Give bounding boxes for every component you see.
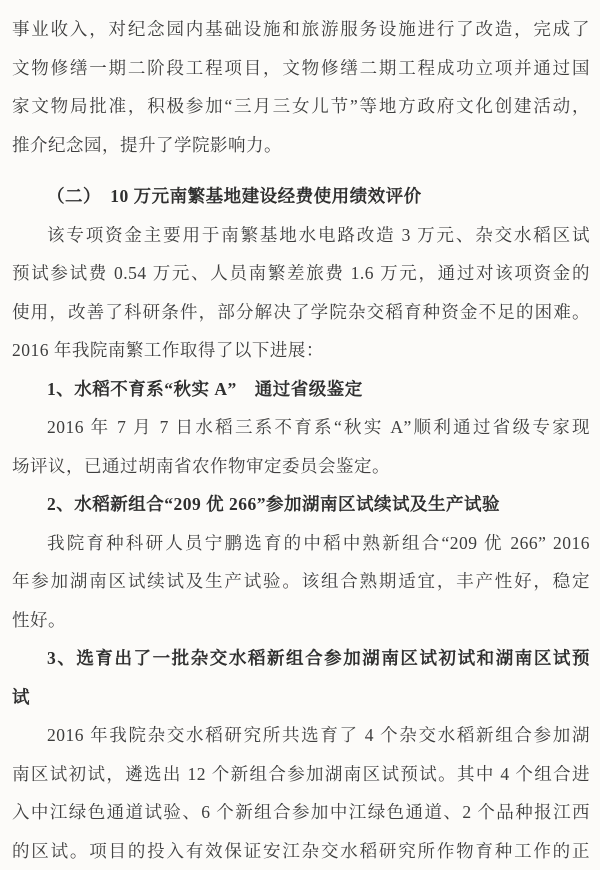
subsection-heading-1 (12, 370, 590, 409)
paragraph-body (12, 408, 590, 485)
text-line: 年参加湖南区试续试及生产试验。该组合熟期适宜，丰产性好，稳定 (12, 571, 590, 591)
text-line: 推介纪念园，提升了学院影响力。 (12, 134, 282, 155)
text-line: 场评议，已通过胡南省农作物审定委员会鉴定。 (12, 455, 390, 476)
section-heading-line: （二） 10 万元南繁基地建设经费使用绩效评价 (47, 186, 422, 206)
text-line: 性好。 (12, 609, 66, 630)
text-line: 预试参试费 0.54 万元、人员南繁差旅费 1.6 万元，通过对该项资金的 (12, 263, 590, 283)
text-line: 2016 年我院南繁工作取得了以下进展： (12, 340, 324, 360)
subsection-heading-3 (12, 639, 590, 716)
subsection-heading-line: 2、水稻新组合“209 优 266”参加湖南区试续试及生产试验 (47, 494, 500, 514)
text-line: 事业收入，对纪念园内基础设施和旅游服务设施进行了改造，完成了 (12, 19, 590, 39)
paragraph-body (12, 716, 590, 870)
paragraph-continuation (12, 10, 590, 164)
text-line: 入中江绿色通道试验、6 个新组合参加中江绿色通道、2 个品种报江西 (12, 802, 590, 822)
paragraph-body (12, 524, 590, 640)
subsection-heading-line: 3、选育出了一批杂交水稻新组合参加湖南区试初试和湖南区试预 (47, 648, 590, 668)
text-line: 家文物局批准，积极参加“三月三女儿节”等地方政府文化创建活动， (12, 96, 590, 116)
subsection-heading-line: 1、水稻不育系“秋实 A” 通过省级鉴定 (47, 378, 363, 399)
paragraph-body (12, 216, 590, 370)
text-line: 该专项资金主要用于南繁基地水电路改造 3 万元、杂交水稻区试 (47, 224, 590, 245)
text-line: 使用，改善了科研条件，部分解决了学院杂交稻育种资金不足的困难。 (12, 301, 590, 322)
section-heading (12, 177, 590, 216)
text-line: 的区试。项目的投入有效保证安江杂交水稻研究所作物育种工作的正 (12, 840, 590, 861)
text-line: 我院育种科研人员宁鹏选育的中稻中熟新组合“209 优 266” 2016 (47, 532, 590, 553)
subsection-heading-line: 试 (12, 686, 30, 707)
text-line: 2016 年 7 月 7 日水稻三系不育系“秋实 A”顺利通过省级专家现 (47, 417, 590, 437)
text-line: 2016 年我院杂交水稻研究所共选育了 4 个杂交水稻新组合参加湖 (47, 725, 590, 745)
subsection-heading-2 (12, 485, 590, 524)
text-line: 文物修缮一期二阶段工程项目，文物修缮二期工程成功立项并通过国 (12, 57, 590, 78)
text-line: 南区试初试，遴选出 12 个新组合参加湖南区试预试。其中 4 个组合进 (12, 763, 590, 784)
